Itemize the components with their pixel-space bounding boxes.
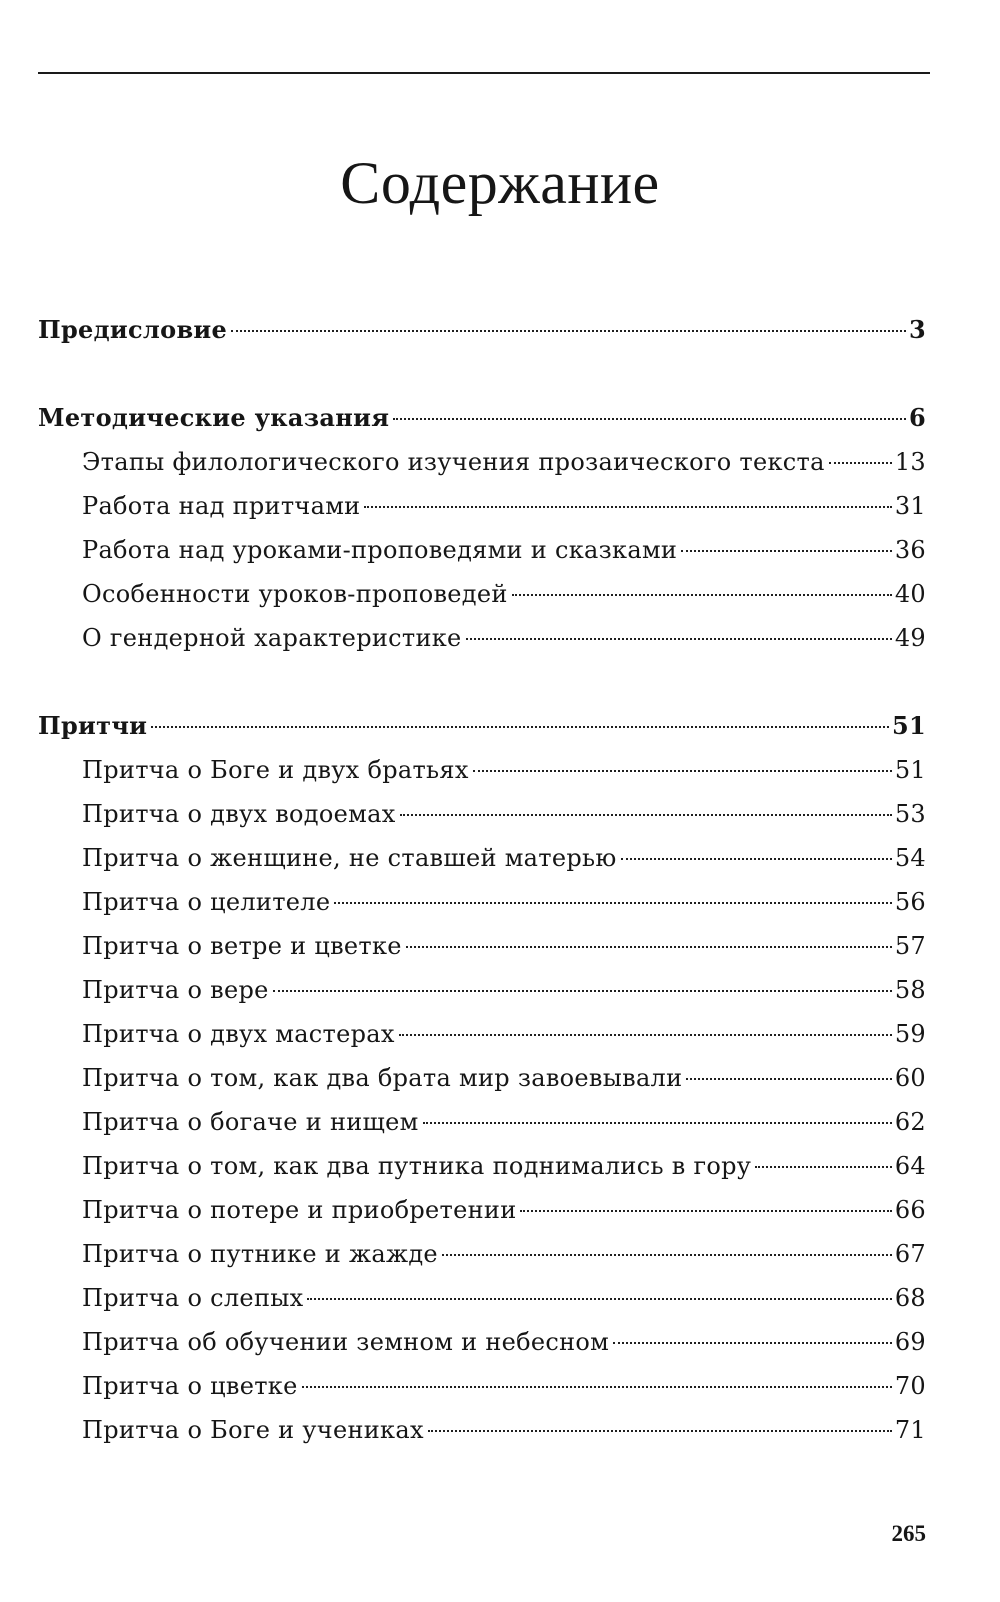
dot-leader: [334, 902, 892, 904]
toc-entry-title: Этапы филологического изучения прозаического текста: [82, 448, 825, 476]
toc-entry-page-number: 62: [894, 1108, 926, 1136]
toc-entry-title: Притча о слепых: [82, 1284, 304, 1312]
toc-entry-page-number: 70: [894, 1372, 926, 1400]
table-of-contents: [38, 308, 926, 1452]
toc-entry-page-number: 67: [894, 1240, 926, 1268]
toc-entry-page-number: 64: [894, 1152, 926, 1180]
toc-entry: [38, 792, 926, 836]
dot-leader: [400, 814, 892, 816]
toc-entry: [38, 484, 926, 528]
toc-entry-title: Притча о двух мастерах: [82, 1020, 395, 1048]
toc-entry-title: Особенности уроков-проповедей: [82, 580, 508, 608]
toc-section: [38, 704, 926, 1452]
toc-entry-title: Притча о ветре и цветке: [82, 932, 402, 960]
toc-entry: [38, 1276, 926, 1320]
toc-entry: [38, 1100, 926, 1144]
toc-entry-title: Притча о Боге и учениках: [82, 1416, 424, 1444]
toc-entry: [38, 1012, 926, 1056]
dot-leader: [428, 1430, 892, 1432]
dot-leader: [302, 1386, 892, 1388]
dot-leader: [406, 946, 892, 948]
toc-entry-title: Притча о женщине, не ставшей матерью: [82, 844, 617, 872]
toc-entry: [38, 836, 926, 880]
toc-entry: [38, 880, 926, 924]
toc-entry-title: Предисловие: [38, 315, 228, 344]
toc-entry-title: Притча об обучении земном и небесном: [82, 1328, 610, 1356]
toc-entry-title: Притча о том, как два брата мир завоевывали: [82, 1064, 683, 1092]
toc-entry-title: Притча о цветке: [82, 1372, 298, 1400]
toc-entry-page-number: 66: [894, 1196, 926, 1224]
toc-entry-page-number: 68: [894, 1284, 926, 1312]
dot-leader: [621, 858, 892, 860]
toc-entry-title: Притча о целителе: [82, 888, 331, 916]
toc-entry-page-number: 54: [894, 844, 926, 872]
toc-entry-page-number: 71: [894, 1416, 926, 1444]
toc-entry: [38, 748, 926, 792]
toc-entry-title: Притча о том, как два путника поднимались в гору: [82, 1152, 752, 1180]
toc-entry: [38, 1364, 926, 1408]
dot-leader: [686, 1078, 891, 1080]
toc-entry: [38, 968, 926, 1012]
toc-entry-page-number: 69: [894, 1328, 926, 1356]
toc-entry-title: Притча о богаче и нищем: [82, 1108, 419, 1136]
toc-section-entry: [38, 308, 926, 352]
toc-entry: [38, 1232, 926, 1276]
toc-entry-title: Работа над притчами: [82, 492, 361, 520]
toc-entry-title: Притчи: [38, 711, 148, 740]
dot-leader: [307, 1298, 891, 1300]
toc-section-entry: [38, 396, 926, 440]
toc-entry-title: Притча о двух водоемах: [82, 800, 396, 828]
dot-leader: [613, 1342, 892, 1344]
toc-entry: [38, 1408, 926, 1452]
toc-entry-page-number: 51: [894, 756, 926, 784]
toc-entry-page-number: 13: [894, 448, 926, 476]
toc-entry-title: Притча о потере и приобретении: [82, 1196, 517, 1224]
toc-entry-title: Методические указания: [38, 403, 390, 432]
dot-leader: [681, 550, 892, 552]
toc-entry-page-number: 6: [909, 403, 926, 432]
toc-entry: [38, 1320, 926, 1364]
dot-leader: [512, 594, 892, 596]
toc-entry-page-number: 49: [894, 624, 926, 652]
toc-entry-page-number: 53: [894, 800, 926, 828]
toc-entry: [38, 572, 926, 616]
toc-entry: [38, 1188, 926, 1232]
toc-entry: [38, 616, 926, 660]
toc-entry: [38, 528, 926, 572]
dot-leader: [520, 1210, 891, 1212]
dot-leader: [151, 726, 889, 728]
page-title: Содержание: [340, 150, 660, 216]
toc-entry-title: Притча о вере: [82, 976, 269, 1004]
toc-entry-page-number: 36: [894, 536, 926, 564]
toc-entry-title: О гендерной характеристике: [82, 624, 462, 652]
toc-section: [38, 308, 926, 352]
dot-leader: [423, 1122, 892, 1124]
header-rule: [38, 72, 930, 74]
toc-entry-page-number: 40: [894, 580, 926, 608]
dot-leader: [273, 990, 892, 992]
toc-entry: [38, 1144, 926, 1188]
toc-entry-page-number: 59: [894, 1020, 926, 1048]
dot-leader: [442, 1254, 892, 1256]
toc-entry: [38, 1056, 926, 1100]
toc-entry-page-number: 58: [894, 976, 926, 1004]
toc-section-entry: [38, 704, 926, 748]
toc-entry-page-number: 57: [894, 932, 926, 960]
dot-leader: [755, 1166, 892, 1168]
toc-entry: [38, 924, 926, 968]
toc-entry-page-number: 56: [894, 888, 926, 916]
toc-entry-page-number: 60: [894, 1064, 926, 1092]
toc-entry-title: Притча о путнике и жажде: [82, 1240, 438, 1268]
toc-entry: [38, 440, 926, 484]
page-number: 265: [891, 1521, 926, 1546]
dot-leader: [231, 330, 906, 332]
dot-leader: [473, 770, 892, 772]
dot-leader: [829, 462, 892, 464]
toc-entry-page-number: 3: [909, 315, 926, 344]
toc-entry-page-number: 31: [894, 492, 926, 520]
dot-leader: [393, 418, 906, 420]
dot-leader: [399, 1034, 892, 1036]
dot-leader: [466, 638, 892, 640]
toc-entry-page-number: 51: [892, 711, 926, 740]
dot-leader: [364, 506, 891, 508]
toc-entry-title: Работа над уроками-проповедями и сказками: [82, 536, 678, 564]
toc-section: [38, 396, 926, 660]
toc-entry-title: Притча о Боге и двух братьях: [82, 756, 469, 784]
